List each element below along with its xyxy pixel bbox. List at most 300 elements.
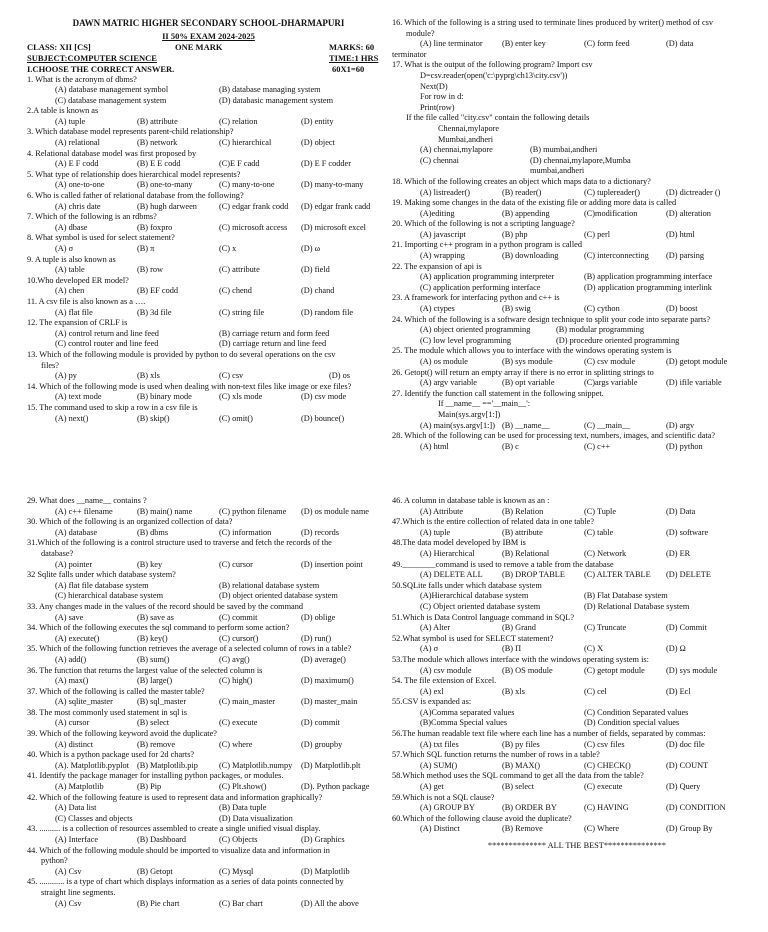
answer-option: (B) remove xyxy=(137,739,176,749)
answer-option: (B) skip() xyxy=(137,413,170,423)
section-title: I.CHOOSE THE CORRECT ANSWER. xyxy=(27,63,175,74)
answer-option: (B) hugh darween xyxy=(137,201,197,211)
answer-option: (B) one-to-many xyxy=(137,180,193,190)
answer-option: (B) application programming interface xyxy=(584,272,713,282)
answer-option: (B) select xyxy=(137,718,170,728)
answer-option: (C) Truncate xyxy=(584,623,627,633)
answer-option: (C) edgar frank codd xyxy=(219,201,289,211)
answer-option: (A) dbase xyxy=(55,222,88,232)
answer-option: (C) hierarchical database system xyxy=(55,591,164,601)
answer-option: (B) php xyxy=(502,229,528,239)
question-43 xyxy=(27,824,390,845)
question-text: files? xyxy=(41,360,59,370)
answer-option: (A) add() xyxy=(55,654,87,664)
question-text: 49.________command is used to remove a table from the database xyxy=(392,559,614,569)
answer-option: (C) commit xyxy=(219,612,258,622)
question-text: 33. Any changes made in the values of the record should be saved by the command xyxy=(27,601,304,611)
answer-option: (A) GROUP BY xyxy=(420,803,476,813)
answer-option: (D) software xyxy=(666,527,709,537)
answer-option: (C) Object oriented database system xyxy=(420,601,541,611)
question-3 xyxy=(27,127,390,148)
question-37 xyxy=(27,687,390,708)
answer-option: (D) field xyxy=(301,265,330,275)
answer-option: (C) Where xyxy=(584,824,620,834)
footer-message: ************** ALL THE BEST*************** xyxy=(487,841,667,850)
question-text: 41. Identify the package manager for installing python packages, or modules. xyxy=(27,771,284,781)
question-46 xyxy=(392,496,762,517)
question-57 xyxy=(392,750,762,771)
school-name: DAWN MATRIC HIGHER SECONDARY SCHOOL-DHARMAPURI xyxy=(72,18,345,28)
answer-option: (D) carriage return and line feed xyxy=(219,339,327,349)
answer-option: (D) csv mode xyxy=(301,392,347,402)
answer-option: (D) alteration xyxy=(666,208,711,218)
question-text: 1. What is the acronym of dbms? xyxy=(27,74,137,84)
answer-option: (D) random file xyxy=(301,307,354,317)
question-text: 36. The function that returns the largest value of the selected column is xyxy=(27,665,263,675)
answer-option: (D) parsing xyxy=(666,251,705,261)
answer-option: (B) binary mode xyxy=(137,392,192,402)
answer-option: (B)Comma Special values xyxy=(420,718,508,728)
question-5 xyxy=(27,170,390,191)
answer-option: (A) main(sys.argv[1:]) xyxy=(420,420,495,430)
question-text: module? xyxy=(406,28,435,38)
answer-option: (C) cython xyxy=(584,304,620,314)
question-text: 25. The module which allows you to interface with the windows operating system is xyxy=(392,346,672,356)
answer-option: (C) chennai xyxy=(420,155,459,165)
answer-option: (B) select xyxy=(502,782,535,792)
answer-option: (A) flat file database system xyxy=(55,580,149,590)
question-text: 16. Which of the following is a string used to terminate lines produced by writer() method of csv xyxy=(392,18,714,27)
answer-option: (C) perl xyxy=(584,229,611,239)
answer-option: (A) one-to-one xyxy=(55,180,105,190)
answer-option: (D) os module name xyxy=(301,506,369,516)
answer-option: (B) relational database system xyxy=(219,580,320,590)
question-text: straight line segments. xyxy=(41,887,116,897)
answer-option: (C) many-to-one xyxy=(219,180,275,190)
question-text: 13. Which of the following module is provided by python to do several operations on the csv xyxy=(27,349,336,359)
answer-option: (B) reader() xyxy=(502,187,542,197)
answer-option: (B) network xyxy=(137,138,178,148)
answer-option: (C) execute xyxy=(219,718,258,728)
question-text: 6. Who is called father of relational database from the following? xyxy=(27,191,244,201)
answer-option: (C) information xyxy=(219,527,272,537)
question-2 xyxy=(27,106,390,127)
question-40 xyxy=(27,750,390,771)
answer-option: (C) Tuple xyxy=(584,506,617,516)
answer-option: (D) object oriented database system xyxy=(219,591,338,601)
subject-label: SUBJECT:COMPUTER SCIENCE xyxy=(27,52,157,63)
question-text: 17. What is the output of the following program? Import csv xyxy=(392,60,593,70)
answer-option: (B) ORDER BY xyxy=(502,803,557,813)
answer-option: (D) bounce() xyxy=(301,413,345,423)
question-27 xyxy=(392,389,762,431)
question-39 xyxy=(27,729,390,750)
question-text: 9. A tuple is also known as xyxy=(27,254,116,264)
question-text: python? xyxy=(41,856,68,866)
answer-option: (A) os module xyxy=(420,357,468,366)
answer-option: (C) x xyxy=(219,244,237,253)
answer-option: (C) csv files xyxy=(584,739,625,749)
answer-option: (A) database management symbol xyxy=(55,85,169,95)
question-55 xyxy=(392,697,762,729)
answer-option: (A) cursor xyxy=(55,718,90,728)
answer-option: (D). Python package xyxy=(301,782,370,792)
answer-option: (D) Ω xyxy=(666,644,686,654)
answer-option: (B) attribute xyxy=(502,527,543,537)
answer-option: (D) Matplotlib xyxy=(301,866,350,876)
question-text: 58.Which method uses the SQL command to get all the data from the table? xyxy=(392,771,644,781)
answer-option: (C) CHECK() xyxy=(584,760,631,770)
answer-option: (C) chend xyxy=(219,286,252,296)
question-text: 15. The command used to skip a row in a csv file is xyxy=(27,402,198,412)
answer-option: (A) E F codd xyxy=(55,159,99,169)
answer-option: (C) tuplereader() xyxy=(584,187,640,197)
answer-option: (D) Commit xyxy=(666,623,707,633)
answer-option: (C) omit() xyxy=(219,413,253,423)
question-text: 23. A framework for interfacing python and c++ is xyxy=(392,293,560,303)
answer-option: (D) argv xyxy=(666,420,695,430)
answer-option: (B) appending xyxy=(502,208,550,218)
question-4 xyxy=(27,149,390,170)
answer-option: (C) xls mode xyxy=(219,392,263,402)
question-1 xyxy=(27,75,390,107)
answer-option: (B) xls xyxy=(137,371,160,381)
question-text: 60.Which of the following clause avoid the duplicate? xyxy=(392,813,572,823)
answer-option: (C) cursor xyxy=(219,559,253,569)
answer-option: (D) chand xyxy=(301,286,335,296)
answer-option: (C)args variable xyxy=(584,378,638,388)
question-60 xyxy=(392,814,762,835)
answer-option: (B) row xyxy=(137,265,164,275)
answer-option: (D) getopt module xyxy=(666,357,728,366)
question-text: 30. Which of the following is an organized collection of data? xyxy=(27,517,233,527)
question-48 xyxy=(392,538,762,559)
answer-option: (B) Dashboard xyxy=(137,835,187,844)
question-text: 34. Which of the following executes the sql command to perform some action? xyxy=(27,623,290,633)
header-row-class xyxy=(27,42,390,53)
answer-option: (B) enter key xyxy=(502,39,546,49)
question-12 xyxy=(27,318,390,350)
answer-option: (D) records xyxy=(301,527,340,537)
bottom-right-column xyxy=(392,496,762,852)
section-row xyxy=(27,64,390,75)
answer-option: (A) distinct xyxy=(55,739,94,749)
answer-option: (C) Classes and objects xyxy=(55,813,133,823)
answer-option: (D) Group By xyxy=(666,824,713,834)
answer-option: (A) sqlite_master xyxy=(55,697,113,707)
answer-option: (B) Data tuple xyxy=(219,803,267,813)
answer-option: (A) line terminator xyxy=(420,39,483,49)
section-marks: 60X1=60 xyxy=(332,63,365,74)
question-text: 12. The expansion of CRLF is xyxy=(27,318,128,328)
question-text: 55.CSV is expanded as: xyxy=(392,697,472,707)
answer-option: (A) SUM() xyxy=(420,760,458,770)
time-label: TIME:1 HRS xyxy=(329,52,379,63)
question-10 xyxy=(27,276,390,297)
answer-option: (C) Network xyxy=(584,548,627,558)
question-text: 54. The file extension of Excel. xyxy=(392,676,497,686)
question-58 xyxy=(392,771,762,792)
answer-option: (A) pointer xyxy=(55,559,93,569)
top-right-column xyxy=(392,18,762,452)
question-15 xyxy=(27,403,390,424)
answer-option: (B) mumbai,andheri xyxy=(530,145,598,155)
answer-option: (D) Ecl xyxy=(666,686,691,696)
answer-option: (A) javascript xyxy=(420,229,466,239)
question-text: 42. Which of the following feature is used to represent data and information graphically? xyxy=(27,792,323,802)
question-53 xyxy=(392,655,762,676)
answer-option: (C) main_master xyxy=(219,697,275,707)
question-text: 51.Which is Data Control language command in SQL? xyxy=(392,612,575,622)
answer-option: (A) txt files xyxy=(420,739,459,749)
answer-option: (B) Relational xyxy=(502,548,550,558)
answer-option: (B) database managing system xyxy=(219,85,321,95)
question-19 xyxy=(392,198,762,219)
answer-option: (B) sum() xyxy=(137,654,170,664)
answer-option: (A) database xyxy=(55,527,98,537)
answer-option: (A) c++ filename xyxy=(55,506,113,516)
answer-option: (A) max() xyxy=(55,676,89,686)
answer-option: (C) interconnecting xyxy=(584,251,649,261)
question-text: 27. Identify the function call statement in the following snippet. xyxy=(392,388,604,398)
answer-option: (C) csv module xyxy=(584,357,636,366)
answer-option: (C)E F cadd xyxy=(219,159,260,169)
code-line: Chennai,mylapore xyxy=(438,123,500,133)
answer-option: (A)Comma separated values xyxy=(420,707,515,717)
question-text: 57.Which SQL function returns the number of rows in a table? xyxy=(392,750,600,760)
answer-option: (B) EF codd xyxy=(137,286,179,296)
answer-option: (B) __name__ xyxy=(502,420,550,430)
answer-option: (D) All the above xyxy=(301,898,359,908)
answer-option: (D) CONDITION xyxy=(666,803,726,813)
answer-option: (C) where xyxy=(219,739,253,749)
question-28 xyxy=(392,431,762,452)
answer-option: (A) σ xyxy=(55,244,74,253)
answer-option: (A) Alter xyxy=(420,623,451,633)
answer-option: (D) object xyxy=(301,138,335,148)
question-13 xyxy=(27,350,390,382)
answer-option: (D) data xyxy=(666,39,694,49)
answer-option: (C) Objects xyxy=(219,835,258,844)
answer-option: (C) getopt module xyxy=(584,665,645,675)
class-label: CLASS: XII [CS] xyxy=(27,41,91,52)
question-30 xyxy=(27,517,390,538)
question-59 xyxy=(392,793,762,814)
top-left-column xyxy=(27,18,390,424)
answer-option: (B) foxpro xyxy=(137,222,173,232)
question-text: 20. Which of the following is not a scripting language? xyxy=(392,219,575,229)
answer-option: (C) python filename xyxy=(219,506,287,516)
answer-option: (A) exl xyxy=(420,686,444,696)
answer-option: (D) edgar frank cadd xyxy=(301,201,371,211)
question-text: 32 Sqlite falls under which database system? xyxy=(27,570,176,580)
question-text: 24. Which of the following is a software design technique to split your code into separate parts? xyxy=(392,314,711,324)
answer-option: (C) low level programming xyxy=(420,335,512,345)
answer-option: (C) string file xyxy=(219,307,265,317)
answer-option: (A) relational xyxy=(55,138,100,148)
answer-option: (A) Matplotlib xyxy=(55,782,104,792)
question-text: 8. What symbol is used for select statement? xyxy=(27,233,175,243)
answer-option: (C) avg() xyxy=(219,654,250,664)
answer-option: (D) entity xyxy=(301,116,334,126)
question-text: 19. Making some changes in the data of the existing file or adding more data is called xyxy=(392,198,677,208)
question-41 xyxy=(27,771,390,792)
answer-option: (D) python xyxy=(666,441,703,451)
answer-option: (D) ω xyxy=(301,244,321,253)
answer-option: (A) next() xyxy=(55,413,89,423)
answer-option: (D) COUNT xyxy=(666,760,709,770)
answer-option: (C) Plt.show() xyxy=(219,782,267,792)
answer-option: (B) Matplotlib.pip xyxy=(137,760,198,770)
answer-option: (B) c xyxy=(502,441,519,451)
code-line: Print(row) xyxy=(420,102,455,112)
answer-option: (B) attribute xyxy=(137,116,178,126)
answer-option: (A) execute() xyxy=(55,633,100,643)
answer-option: (C) microsoft access xyxy=(219,222,288,232)
answer-option: (D) groupby xyxy=(301,739,343,749)
answer-option: (A) listreader() xyxy=(420,187,470,197)
code-line: Next(D) xyxy=(420,81,448,91)
answer-option: (D) Relational Database system xyxy=(584,601,690,611)
answer-option: (C) __main__ xyxy=(584,420,631,430)
answer-option: (D) procedure oriented programming xyxy=(556,335,680,345)
answer-option: (D) E F codder xyxy=(301,159,351,169)
answer-option: (D) dictreader () xyxy=(666,187,721,197)
answer-option: (A) Distinct xyxy=(420,824,460,834)
question-text: terminator xyxy=(392,49,427,59)
answer-option: (B) Relation xyxy=(502,506,544,516)
answer-option: (D) DELETE xyxy=(666,570,711,580)
question-36 xyxy=(27,666,390,687)
question-text: 56.The human readable text file where each line has a number of fields, separated by commas: xyxy=(392,729,706,739)
answer-option: (B) MAX() xyxy=(502,760,541,770)
answer-option: (B) DROP TABLE xyxy=(502,570,565,580)
answer-option: (A) DELETE ALL xyxy=(420,570,483,580)
question-20 xyxy=(392,219,762,240)
answer-option: (C) csv xyxy=(219,371,244,381)
question-6 xyxy=(27,191,390,212)
question-text: If the file called "city.csv" contain the following details xyxy=(406,113,590,123)
answer-option: (B) dbms xyxy=(137,527,169,537)
question-text: 59.Which is not a SQL clause? xyxy=(392,792,495,802)
question-text: 40. Which is a python package used for 2d charts? xyxy=(27,750,195,760)
answer-option: (B) sql_master xyxy=(137,697,187,707)
answer-option: (C) Matplotlib.numpy xyxy=(219,760,293,770)
answer-option: (A) html xyxy=(420,441,449,451)
question-14 xyxy=(27,382,390,403)
question-text: 26. Getopt() will return an empty array if there is no error in splitting strings to xyxy=(392,367,654,377)
answer-option: (D) master_main xyxy=(301,697,358,707)
answer-option: (D) Matplotlib.plt xyxy=(301,760,361,770)
answer-option: (A) flat file xyxy=(55,307,93,317)
answer-option: (B) π xyxy=(137,244,155,253)
question-text: 46. A column in database table is known as an : xyxy=(392,496,550,505)
answer-option: (B) large() xyxy=(137,676,173,686)
question-text: 28. Which of the following can be used for processing text, numbers, images, and scientific data? xyxy=(392,431,716,441)
answer-option: (A) tuple xyxy=(55,116,86,126)
answer-option: (A) Interface xyxy=(55,835,99,844)
question-38 xyxy=(27,708,390,729)
question-44 xyxy=(27,846,390,878)
answer-option: (C)modification xyxy=(584,208,638,218)
question-text: 50.SQLite falls under which database system xyxy=(392,580,542,590)
answer-option: (B) Π xyxy=(502,644,522,654)
answer-option: (B) sys module xyxy=(502,357,553,366)
question-text: 10.Who developed ER model? xyxy=(27,275,129,285)
answer-option: (A) Csv xyxy=(55,898,82,908)
answer-option: (A) control return and line feed xyxy=(55,328,159,338)
mark-type: ONE MARK xyxy=(175,41,223,52)
answer-option: (B) OS module xyxy=(502,665,553,675)
question-text: 4. Relational database model was first proposed by xyxy=(27,148,197,158)
marks-label: MARKS: 60 xyxy=(329,41,375,52)
answer-option: (D) Query xyxy=(666,782,701,792)
question-8 xyxy=(27,233,390,254)
answer-option: (A) argv variable xyxy=(420,378,477,388)
answer-option: (D) html xyxy=(666,229,695,239)
answer-option: (B) main() name xyxy=(137,506,193,516)
answer-option: (C) attribute xyxy=(219,265,260,275)
code-line: Mumbai,andheri xyxy=(438,134,494,144)
code-line: D=csv.reader(open('c:\pyprg\ch13\city.csv')) xyxy=(420,70,568,80)
answer-option: (D) os xyxy=(329,371,350,381)
question-52 xyxy=(392,634,762,655)
answer-option: (B) key xyxy=(137,559,163,569)
question-text: 3. Which database model represents parent-child relationship? xyxy=(27,127,234,137)
answer-option: (D) commit xyxy=(301,718,340,728)
question-21 xyxy=(392,240,762,261)
question-text: 11. A csv file is also known as a …. xyxy=(27,296,146,306)
answer-option: (A) tuple xyxy=(420,527,451,537)
answer-option: (B) carriage return and form feed xyxy=(219,328,330,338)
question-text: 14. Which of the following mode is used when dealing with non-text files like image or exe files? xyxy=(27,381,352,391)
question-text: 18. Which of the following creates an object which maps data to a dictionary? xyxy=(392,176,651,186)
question-25 xyxy=(392,346,762,367)
answer-option: (B) Grand xyxy=(502,623,536,633)
question-18 xyxy=(392,177,762,198)
code-line: Main(sys.argv[1:]) xyxy=(438,409,501,419)
question-33 xyxy=(27,602,390,623)
answer-option: (D) average() xyxy=(301,654,346,664)
answer-option: (C) execute xyxy=(584,782,623,792)
answer-option: (A) text mode xyxy=(55,392,102,402)
exam-title: II 50% EXAM 2024-2025 xyxy=(162,31,255,41)
question-text: 44. Which of the following module should be imported to visualize data and information in xyxy=(27,845,330,855)
answer-option: (D) oblige xyxy=(301,612,336,622)
answer-option: (C) high() xyxy=(219,676,253,686)
answer-option: (B) py files xyxy=(502,739,540,749)
answer-option: (A) σ xyxy=(420,644,439,654)
question-23 xyxy=(392,293,762,314)
answer-option: (D) Data visualization xyxy=(219,813,293,823)
bottom-left-column xyxy=(27,496,390,909)
answer-option: (D) insertion point xyxy=(301,559,363,569)
answer-option: (D) databasic management system xyxy=(219,95,334,105)
question-text: database? xyxy=(41,548,74,558)
answer-option: (D) chennai,mylapore,Mumba mumbai,andheri xyxy=(530,155,631,176)
question-text: 45. ............ is a type of chart which displays information as a series of data points connected by xyxy=(27,877,344,887)
answer-option: (C) cursor() xyxy=(219,633,259,643)
answer-option: (A)Hierarchical database system xyxy=(420,591,529,601)
answer-option: (C) hierarchical xyxy=(219,138,272,148)
answer-option: (B) key() xyxy=(137,633,168,643)
answer-option: (B) Pip xyxy=(137,782,162,792)
answer-option: (A) py xyxy=(55,371,77,381)
question-17 xyxy=(392,60,762,177)
question-11 xyxy=(27,297,390,318)
question-text: 7. Which of the following is an rdbms? xyxy=(27,212,157,222)
question-56 xyxy=(392,729,762,750)
